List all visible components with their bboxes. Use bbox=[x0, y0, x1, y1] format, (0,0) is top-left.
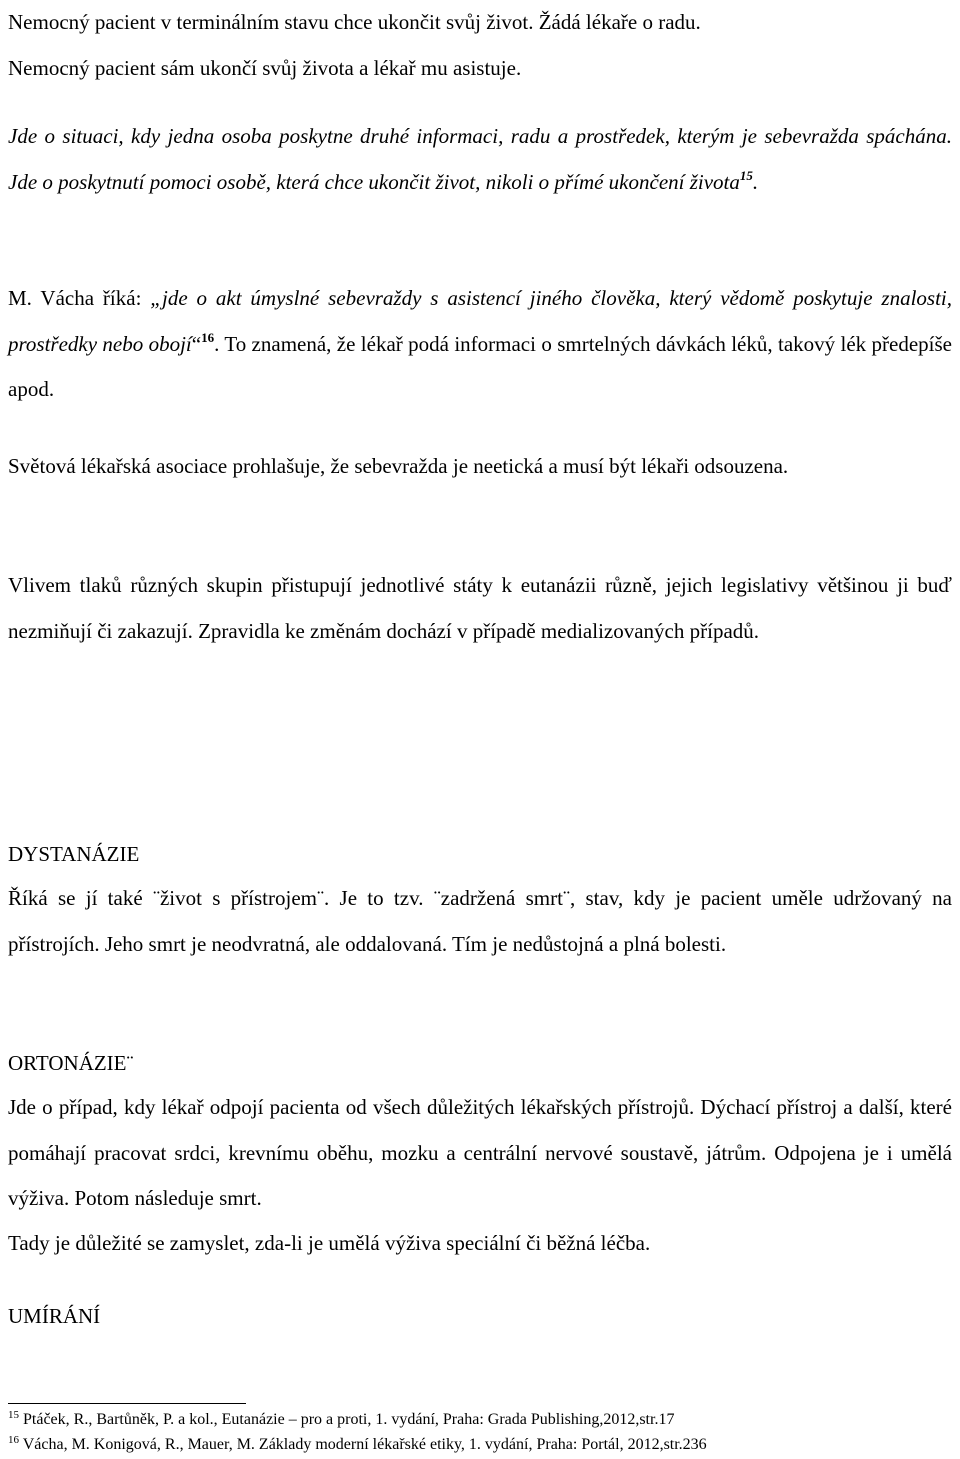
ortonazie-text: Jde o případ, kdy lékař odpojí pacienta od všech důležitých lékařských přístrojů. Dýchací přístroj a další, které pomáhají pracovat srdci, krevnímu oběhu, mozku a centrální nervové soustavě, játrům. Odpojena je i umělá výživa. Potom následuje smrt. bbox=[8, 1095, 952, 1210]
intro-paragraph bbox=[8, 0, 952, 91]
ortonazie-note-text: Tady je důležité se zamyslet, zda-li je umělá výživa speciální či běžná léčba. bbox=[8, 1231, 651, 1255]
umirani-heading: UMÍRÁNÍ bbox=[8, 1304, 101, 1328]
close-quote: “ bbox=[191, 331, 202, 356]
footnote-15 bbox=[8, 1408, 952, 1432]
dystanazie-paragraph bbox=[8, 876, 952, 967]
intro-line-1: Nemocný pacient v terminálním stavu chce ukončit svůj život. Žádá lékaře o radu. bbox=[8, 10, 701, 34]
footnote-16 bbox=[8, 1433, 952, 1457]
dystanazie-text: Říká se jí také ¨život s přístrojem¨. Je to tzv. ¨zadržená smrt¨, stav, kdy je pacient uměle udržovaný na přístrojích. Jeho smrt je neodvratná, ale oddalovaná. Tím je nedůstojná a plná bolesti. bbox=[8, 886, 952, 956]
situation-paragraph bbox=[8, 114, 952, 205]
footnote-separator bbox=[8, 1403, 246, 1404]
footnote-15-number: 15 bbox=[8, 1409, 19, 1421]
footnote-16-number: 16 bbox=[8, 1434, 19, 1446]
footnote-ref-15: 15 bbox=[739, 167, 753, 183]
intro-line-2: Nemocný pacient sám ukončí svůj života a lékař mu asistuje. bbox=[8, 55, 522, 80]
wma-text: Světová lékařská asociace prohlašuje, že sebevražda je neetická a musí být lékaři odsouzena. bbox=[8, 454, 789, 478]
ortonazie-heading: ORTONÁZIE¨ bbox=[8, 1051, 134, 1075]
open-quote: „ bbox=[150, 286, 162, 310]
ortonazie-paragraph bbox=[8, 1085, 952, 1222]
vacha-rest: . To znamená, že lékař podá informaci o smrtelných dávkách léků, takový lék předepíše apod. bbox=[8, 331, 952, 401]
states-paragraph bbox=[8, 563, 952, 654]
footnote-ref-16: 16 bbox=[201, 329, 215, 345]
vacha-paragraph bbox=[8, 276, 952, 413]
dystanazie-heading: DYSTANÁZIE bbox=[8, 842, 140, 866]
situation-end: . bbox=[752, 169, 759, 194]
states-text: Vlivem tlaků různých skupin přistupují jednotlivé státy k eutanázii různě, jejich legislativy většinou ji buď nezmiňují či zakazují. Zpravidla ke změnám dochází v případě medializovaných případů. bbox=[8, 573, 952, 643]
ortonazie-note bbox=[8, 1221, 952, 1267]
footnote-15-text: Ptáček, R., Bartůněk, P. a kol., Eutanázie – pro a proti, 1. vydání, Praha: Grada Publishing,2012,str.17 bbox=[23, 1411, 675, 1428]
wma-paragraph bbox=[8, 444, 952, 490]
footnote-16-text: Vácha, M. Konigová, R., Mauer, M. Základy moderní lékařské etiky, 1. vydání, Praha: Portál, 2012,str.236 bbox=[22, 1436, 707, 1453]
situation-text: Jde o situaci, kdy jedna osoba poskytne druhé informaci, radu a prostředek, kterým je sebevražda spáchána. Jde o poskytnutí pomoci osobě, která chce ukončit život, nikoli o přímé ukončení života bbox=[8, 124, 952, 194]
vacha-lead: M. Vácha říká: bbox=[8, 286, 151, 310]
vacha-quote: jde o akt úmyslné sebevraždy s asistencí jiného člověka, který vědomě poskytuje znalosti, prostředky nebo obojí bbox=[8, 286, 952, 356]
